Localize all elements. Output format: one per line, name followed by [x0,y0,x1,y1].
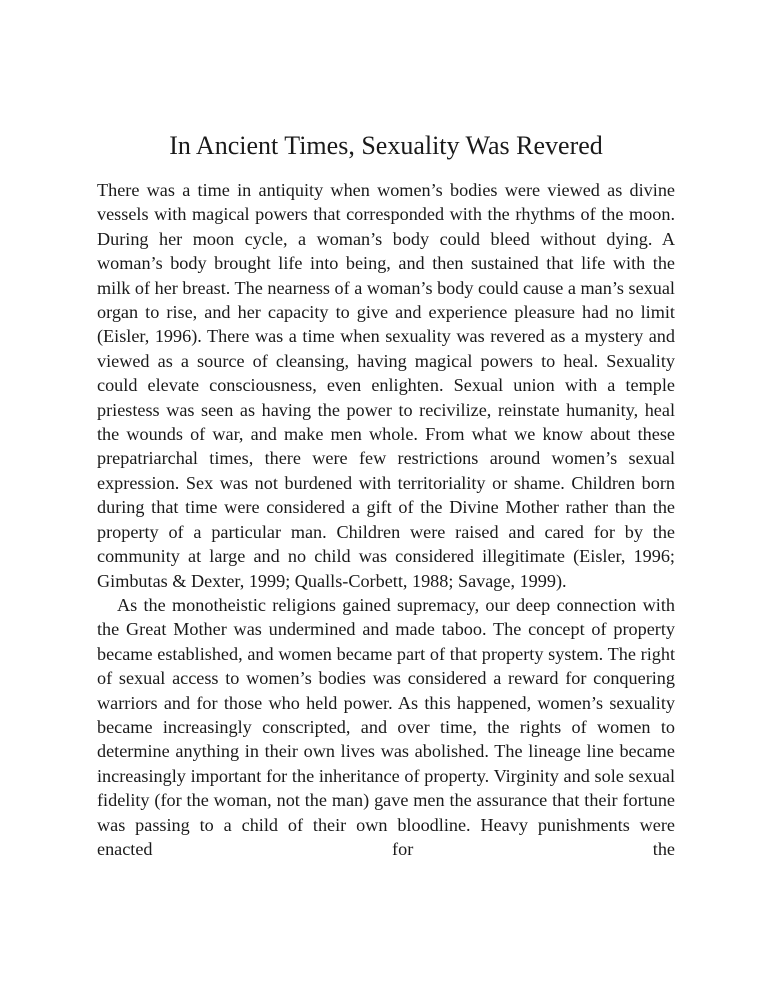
section-title: In Ancient Times, Sexuality Was Revered [169,131,603,160]
body-paragraph: There was a time in antiquity when women’s bodies were viewed as divine vessels with magical powers that corresponded with the rhythms of the moon. During her moon cycle, a woman’s body could bleed without dying. A woman’s body brought life into being, and then sustained that life with the milk of her breast. The nearness of a woman’s body could cause a man’s sexual organ to rise, and her capacity to give and experience pleasure had no limit (Eisler, 1996). There was a time when sexuality was revered as a mystery and viewed as a source of cleansing, having magical powers to heal. Sexuality could elevate consciousness, even enlighten. Sexual union with a temple priestess was seen as having the power to recivilize, reinstate humanity, heal the wounds of war, and make men whole. From what we know about these prepatriarchal times, there were few restrictions around women’s sexual expression. Sex was not burdened with territoriality or shame. Children born during that time were considered a gift of the Divine Mother rather than the property of a particular man. Children were raised and cared for by the community at large and no child was considered illegitimate (Eisler, 1996; Gimbutas & Dexter, 1999; Qualls-Corbett, 1988; Savage, 1999). [97,180,675,591]
document-page [97,128,675,861]
body-paragraph: As the monotheistic religions gained supremacy, our deep connection with the Great Mother was undermined and made taboo. The concept of property became established, and women became part of that property system. The right of sexual access to women’s bodies was considered a reward for conquering warriors and for those who held power. As this happened, women’s sexuality became increasingly conscripted, and over time, the rights of women to determine anything in their own lives was abolished. The lineage line became increasingly important for the inheritance of property. Virginity and sole sexual fidelity (for the woman, not the man) gave men the assurance that their fortune was passing to a child of their own bloodline. Heavy punishments were enacted for the [97,594,675,859]
